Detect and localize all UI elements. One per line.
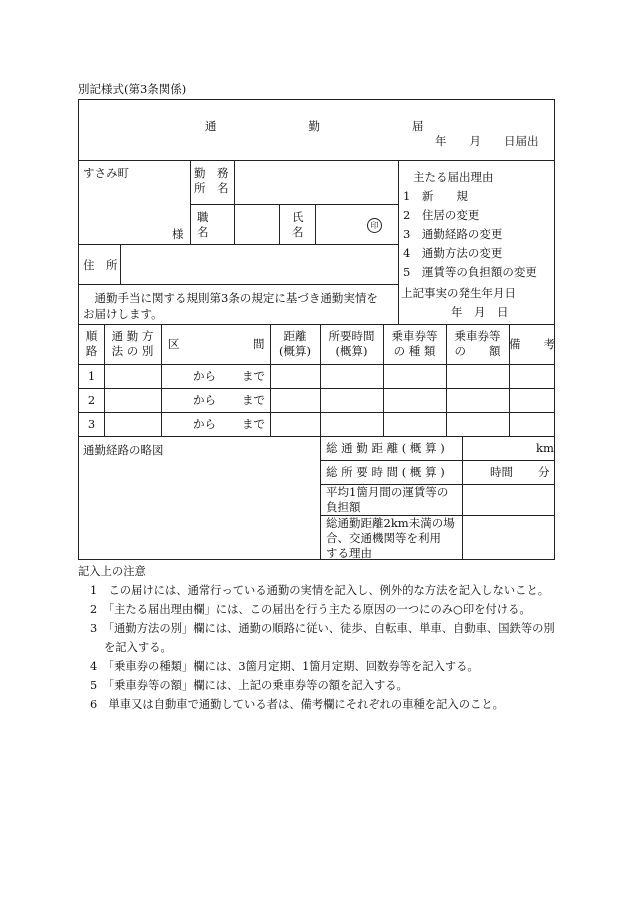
declaration-text: 通勤手当に関する規則第3条の規定に基づき通勤実情を お届けします。 [83,291,378,321]
route-row-number: 2 [87,393,96,407]
divider [161,324,162,436]
divider [320,460,554,461]
note-item: 1 この届けには、通常行っている通勤の実情を記入し、例外的な方法を記入しないこと。 [90,584,550,597]
header-order: 順 路 [85,329,98,358]
header-section-start: 区 [168,337,180,351]
route-row-number: 1 [87,369,96,383]
name-label: 氏 名 [292,210,304,239]
reason-item: 2 住居の変更 [403,208,480,222]
header-time: 所要時間 (概算) [328,329,375,358]
divider [190,204,398,205]
reason-item: 4 通勤方法の変更 [403,246,503,260]
hours-unit: 時間 [490,465,513,479]
route-sketch-label: 通勤経路の略図 [83,443,164,457]
form-caption: 別記様式(第3条関係) [78,82,187,96]
total-time-label: 総 所 要 時 間 ( 概 算 ) [326,465,445,479]
notes-heading: 記入上の注意 [78,565,146,578]
divider [315,204,316,244]
short-distance-reason-label: 総通勤距離2km未満の場 合、交通機関等を利用 する理由 [326,516,455,560]
reason-item: 3 通勤経路の変更 [403,227,503,241]
honorific: 様 [172,227,184,241]
divider [398,160,399,324]
note-item: 3 「通勤方法の別」欄には、通勤の順路に従い、徒歩、自転車、単車、自動車、国鉄等の別を記入する。 [90,622,555,654]
minutes-unit: 分 [538,465,550,479]
divider [79,436,554,437]
divider [190,160,191,244]
header-ticket-amount: 乗車券等 の 額 [454,329,501,358]
divider [279,204,280,244]
note-item: 2 「主たる届出理由欄」には、この届出を行う主たる原因の一つにのみ○印を付ける。 [90,603,531,616]
distance-unit: km [536,441,554,455]
note-item: 4 「乗車券の種類」欄には、3箇月定期、1箇月定期、回数券等を記入する。 [90,660,479,673]
route-row-from: から [193,369,216,383]
town-name: すさみ町 [83,166,129,180]
address-label: 住 所 [83,258,118,272]
reason-item: 1 新 規 [403,189,468,203]
route-row-to: まで [242,369,265,383]
route-row-from: から [193,393,216,407]
notes-section [78,562,558,714]
divider [120,244,121,284]
form-title: 通 勤 届 [205,119,424,133]
divider [79,412,554,413]
seal-mark [367,217,382,233]
route-row-to: まで [242,393,265,407]
total-distance-label: 総 通 勤 距 離 ( 概 算 ) [326,441,445,455]
route-row-number: 3 [87,417,96,431]
seal-icon: 印 [367,218,382,233]
header-remarks: 備 考 [509,337,555,351]
divider [79,284,398,285]
position-label: 職 名 [197,210,209,239]
header-ticket-type: 乗車券等 の 種 類 [391,329,438,358]
commute-notification-form [78,99,555,560]
route-row-from: から [193,417,216,431]
divider [320,324,321,560]
note-item: 5 「乗車券等の額」欄には、上記の乗車券等の額を記入する。 [90,679,408,692]
header-method: 通 勤 方 法 の 別 [111,329,154,358]
route-row-to: まで [242,417,265,431]
reason-item: 5 運賃等の負担額の変更 [403,265,537,279]
divider [79,324,554,325]
reasons-heading: 主たる届出理由 [413,170,494,184]
divider [79,244,398,245]
divider [234,160,235,244]
occurrence-date: 年 月 日 [451,305,509,319]
workplace-label: 勤 務 所 名 [194,166,229,195]
divider [462,436,463,560]
divider [79,388,554,389]
submission-date: 年 月 日届出 [435,134,539,148]
header-distance: 距離 (概算) [279,329,311,358]
divider [79,160,554,161]
header-section-end: 間 [253,337,265,351]
divider [79,364,554,365]
monthly-fare-label: 平均1箇月間の運賃等の 負担額 [326,485,449,514]
occurrence-label: 上記事実の発生年月日 [401,286,516,300]
note-item: 6 単車又は自動車で通勤している者は、備考欄にそれぞれの車種を記入のこと。 [90,698,504,711]
